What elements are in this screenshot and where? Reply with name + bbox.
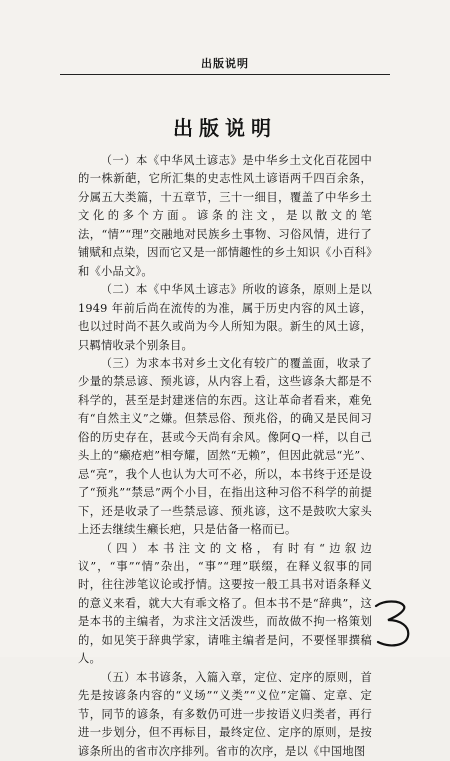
paragraph-2: （二）本《中华风土谚志》所收的谚条，原则上是以 1949 年前后尚在流传的为准，属于历史内容的风土谚，也以过时尚不甚久或尚为今人所知为限。新生的风土谚，只羁情收录个别条目。 — [78, 283, 372, 352]
page-title: 出版说明 — [173, 116, 277, 140]
running-header: 出版说明 — [201, 57, 249, 70]
header-rule — [60, 74, 390, 75]
paragraph-3: （三）为求本书对乡土文化有较广的覆盖面，收录了少量的禁忌谚、预兆谚，从内容上看，这些谚条大都是不科学的，甚至是封建迷信的东西。这让革命者看来，难免有“自然主义”之嫌。但禁忌俗、预兆俗，的确又是民间习俗的历史存在，甚或今天尚有余风。像阿Q一样，以自己头上的“癞疮疤”相夸耀，固然“无赖”，但因此就忌“光”、忌“亮”，我个人也认为大可不必，所以，本书终于还是设了“预兆”“禁忌”两个小目，在指出这种习俗不科学的前提下，还是收录了一些禁忌谚、预兆谚，这不是鼓吹大家头上还去继续生癞长疤，只是估备一格而已。 — [78, 356, 372, 537]
handwritten-page-number — [370, 598, 416, 650]
paragraph-1: （一）本《中华风土谚志》是中华乡土文化百花园中的一株新葩，它所汇集的史志性风土谚语两千四百余条，分属五大类篇，十五章节，三十一细目，覆盖了中华乡土文化的多个方面。谚条的注文，是以散文的笔法，“情”“理”交融地对民族乡土事物、习俗风情，进行了铺赋和点染，因而它又是一部情趣性的乡土知识《小百科》和《小品文》。 — [78, 154, 372, 278]
paragraph-4: （四）本书注文的文格，有时有“边叙边议”，“事”“情”杂出，“事”“理”联缀，在释义叙事的同时，往往涉笔议论或抒情。这要按一般工具书对语条释义的意义来看，就大大有乖文格了。但本书不是“辞典”，这是本书的主编者，为求注文活泼些，而故做不拘一格策划的，如见笑于辞典学家，请唯主编者是问，不要怪罪撰稿人。 — [78, 541, 372, 666]
paragraph-5: （五）本书谚条，入篇入章，定位、定序的原则，首先是按谚条内容的“义场”“义类”“义位”定篇、定章、定节，同节的谚条，有多数仍可进一步按语义归类者，再行进一步划分，但不再标目，最终定位、定序的原则，是按谚条所出的省市次序排列。省市的次序，是以《中国地图 — [78, 670, 372, 758]
body-text — [78, 152, 372, 761]
